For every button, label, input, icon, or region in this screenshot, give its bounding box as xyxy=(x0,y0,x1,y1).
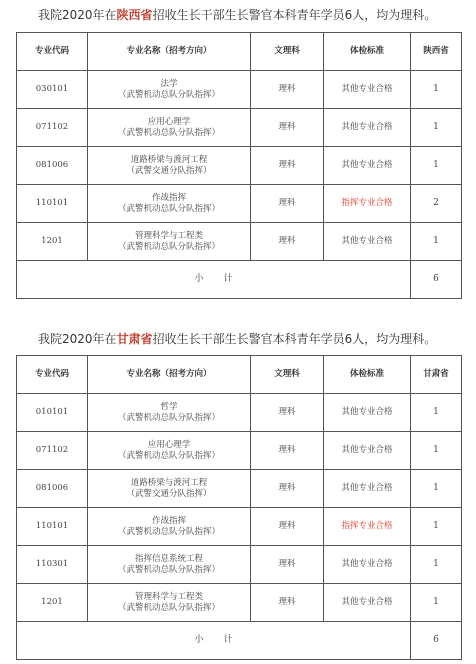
quota-count: 1 xyxy=(411,546,462,584)
subject-type: 理科 xyxy=(251,508,324,546)
quota-count: 1 xyxy=(411,432,462,470)
medical-standard: 其他专业合格 xyxy=(324,546,411,584)
major-name: 哲学 xyxy=(160,401,178,412)
header-standard: 体检标准 xyxy=(324,356,411,394)
header-major: 专业名称（招考方向） xyxy=(88,356,251,394)
header-row xyxy=(17,33,462,71)
title-suffix: 招收生长干部生长警官本科青年学员6人，均为理科。 xyxy=(152,8,437,22)
major-name-cell xyxy=(88,470,251,508)
medical-standard: 其他专业合格 xyxy=(324,432,411,470)
quota-count: 1 xyxy=(411,470,462,508)
major-direction: （武警机动总队分队指挥） xyxy=(117,203,220,214)
major-name: 作战指挥 xyxy=(151,192,186,203)
major-direction: （武警机动总队分队指挥） xyxy=(117,127,220,138)
major-name-cell xyxy=(88,584,251,622)
header-province: 陕西省 xyxy=(411,33,462,71)
major-name: 指挥信息系统工程 xyxy=(134,553,203,564)
major-direction: （武警机动总队分队指挥） xyxy=(117,602,220,613)
major-code: 081006 xyxy=(17,147,88,185)
header-standard: 体检标准 xyxy=(324,33,411,71)
province-name: 甘肃省 xyxy=(116,332,153,346)
major-direction: （武警交通分队指挥） xyxy=(126,165,212,176)
province-name: 陕西省 xyxy=(116,8,153,22)
subject-type: 理科 xyxy=(251,223,324,261)
major-name: 应用心理学 xyxy=(147,116,191,127)
subject-type: 理科 xyxy=(251,147,324,185)
major-code: 071102 xyxy=(17,432,88,470)
subject-type: 理科 xyxy=(251,584,324,622)
major-direction: （武警机动总队分队指挥） xyxy=(117,241,220,252)
admission-table xyxy=(16,355,462,660)
major-code: 010101 xyxy=(17,394,88,432)
title-prefix: 我院2020年在 xyxy=(38,8,117,22)
major-name-cell xyxy=(88,394,251,432)
table-row xyxy=(17,470,462,508)
section-title xyxy=(38,6,436,23)
major-code: 1201 xyxy=(17,584,88,622)
subtotal-value: 6 xyxy=(411,261,462,299)
table-row xyxy=(17,71,462,109)
major-name-cell xyxy=(88,71,251,109)
table-row xyxy=(17,185,462,223)
header-code: 专业代码 xyxy=(17,356,88,394)
medical-standard: 其他专业合格 xyxy=(324,71,411,109)
major-code: 110101 xyxy=(17,185,88,223)
medical-standard: 指挥专业合格 xyxy=(324,185,411,223)
subject-type: 理科 xyxy=(251,470,324,508)
quota-count: 1 xyxy=(411,508,462,546)
major-code: 081006 xyxy=(17,470,88,508)
major-name: 应用心理学 xyxy=(147,439,191,450)
table-row xyxy=(17,223,462,261)
quota-count: 1 xyxy=(411,109,462,147)
table-row xyxy=(17,546,462,584)
major-name-cell xyxy=(88,109,251,147)
medical-standard: 其他专业合格 xyxy=(324,584,411,622)
major-name-cell xyxy=(88,432,251,470)
subject-type: 理科 xyxy=(251,185,324,223)
medical-standard: 其他专业合格 xyxy=(324,470,411,508)
subject-type: 理科 xyxy=(251,71,324,109)
major-direction: （武警机动总队分队指挥） xyxy=(117,526,220,537)
table-row xyxy=(17,109,462,147)
table-row xyxy=(17,394,462,432)
header-row xyxy=(17,356,462,394)
table-row xyxy=(17,147,462,185)
header-code: 专业代码 xyxy=(17,33,88,71)
quota-count: 1 xyxy=(411,584,462,622)
major-name: 道路桥梁与渡河工程 xyxy=(130,477,208,488)
admission-table xyxy=(16,32,462,299)
major-name: 法学 xyxy=(160,78,178,89)
major-code: 110101 xyxy=(17,508,88,546)
major-name: 作战指挥 xyxy=(151,515,186,526)
header-province: 甘肃省 xyxy=(411,356,462,394)
medical-standard: 其他专业合格 xyxy=(324,394,411,432)
major-direction: （武警机动总队分队指挥） xyxy=(117,412,220,423)
medical-standard: 其他专业合格 xyxy=(324,109,411,147)
table-row xyxy=(17,432,462,470)
subject-type: 理科 xyxy=(251,546,324,584)
major-name-cell xyxy=(88,508,251,546)
subtotal-value: 6 xyxy=(411,622,462,660)
major-name-cell xyxy=(88,185,251,223)
title-prefix: 我院2020年在 xyxy=(38,332,117,346)
major-name-cell xyxy=(88,223,251,261)
quota-count: 1 xyxy=(411,394,462,432)
header-type: 文理科 xyxy=(251,356,324,394)
major-direction: （武警交通分队指挥） xyxy=(126,488,212,499)
subtotal-row xyxy=(17,261,462,299)
medical-standard: 指挥专业合格 xyxy=(324,508,411,546)
major-name-cell xyxy=(88,546,251,584)
major-direction: （武警机动总队分队指挥） xyxy=(117,450,220,461)
major-code: 110301 xyxy=(17,546,88,584)
major-name-cell xyxy=(88,147,251,185)
major-code: 1201 xyxy=(17,223,88,261)
major-code: 030101 xyxy=(17,71,88,109)
header-major: 专业名称（招考方向） xyxy=(88,33,251,71)
quota-count: 1 xyxy=(411,223,462,261)
medical-standard: 其他专业合格 xyxy=(324,147,411,185)
quota-count: 1 xyxy=(411,147,462,185)
header-type: 文理科 xyxy=(251,33,324,71)
table-row xyxy=(17,508,462,546)
major-name: 管理科学与工程类 xyxy=(134,230,203,241)
major-name: 管理科学与工程类 xyxy=(134,591,203,602)
subtotal-row xyxy=(17,622,462,660)
major-name: 道路桥梁与渡河工程 xyxy=(130,154,208,165)
table-row xyxy=(17,584,462,622)
major-code: 071102 xyxy=(17,109,88,147)
subtotal-label: 小计 xyxy=(17,622,411,660)
subject-type: 理科 xyxy=(251,432,324,470)
section-title xyxy=(38,330,436,347)
subtotal-label: 小计 xyxy=(17,261,411,299)
medical-standard: 其他专业合格 xyxy=(324,223,411,261)
subject-type: 理科 xyxy=(251,109,324,147)
quota-count: 1 xyxy=(411,71,462,109)
subject-type: 理科 xyxy=(251,394,324,432)
major-direction: （武警机动总队分队指挥） xyxy=(117,89,220,100)
quota-count: 2 xyxy=(411,185,462,223)
major-direction: （武警机动总队分队指挥） xyxy=(117,564,220,575)
title-suffix: 招收生长干部生长警官本科青年学员6人，均为理科。 xyxy=(152,332,437,346)
